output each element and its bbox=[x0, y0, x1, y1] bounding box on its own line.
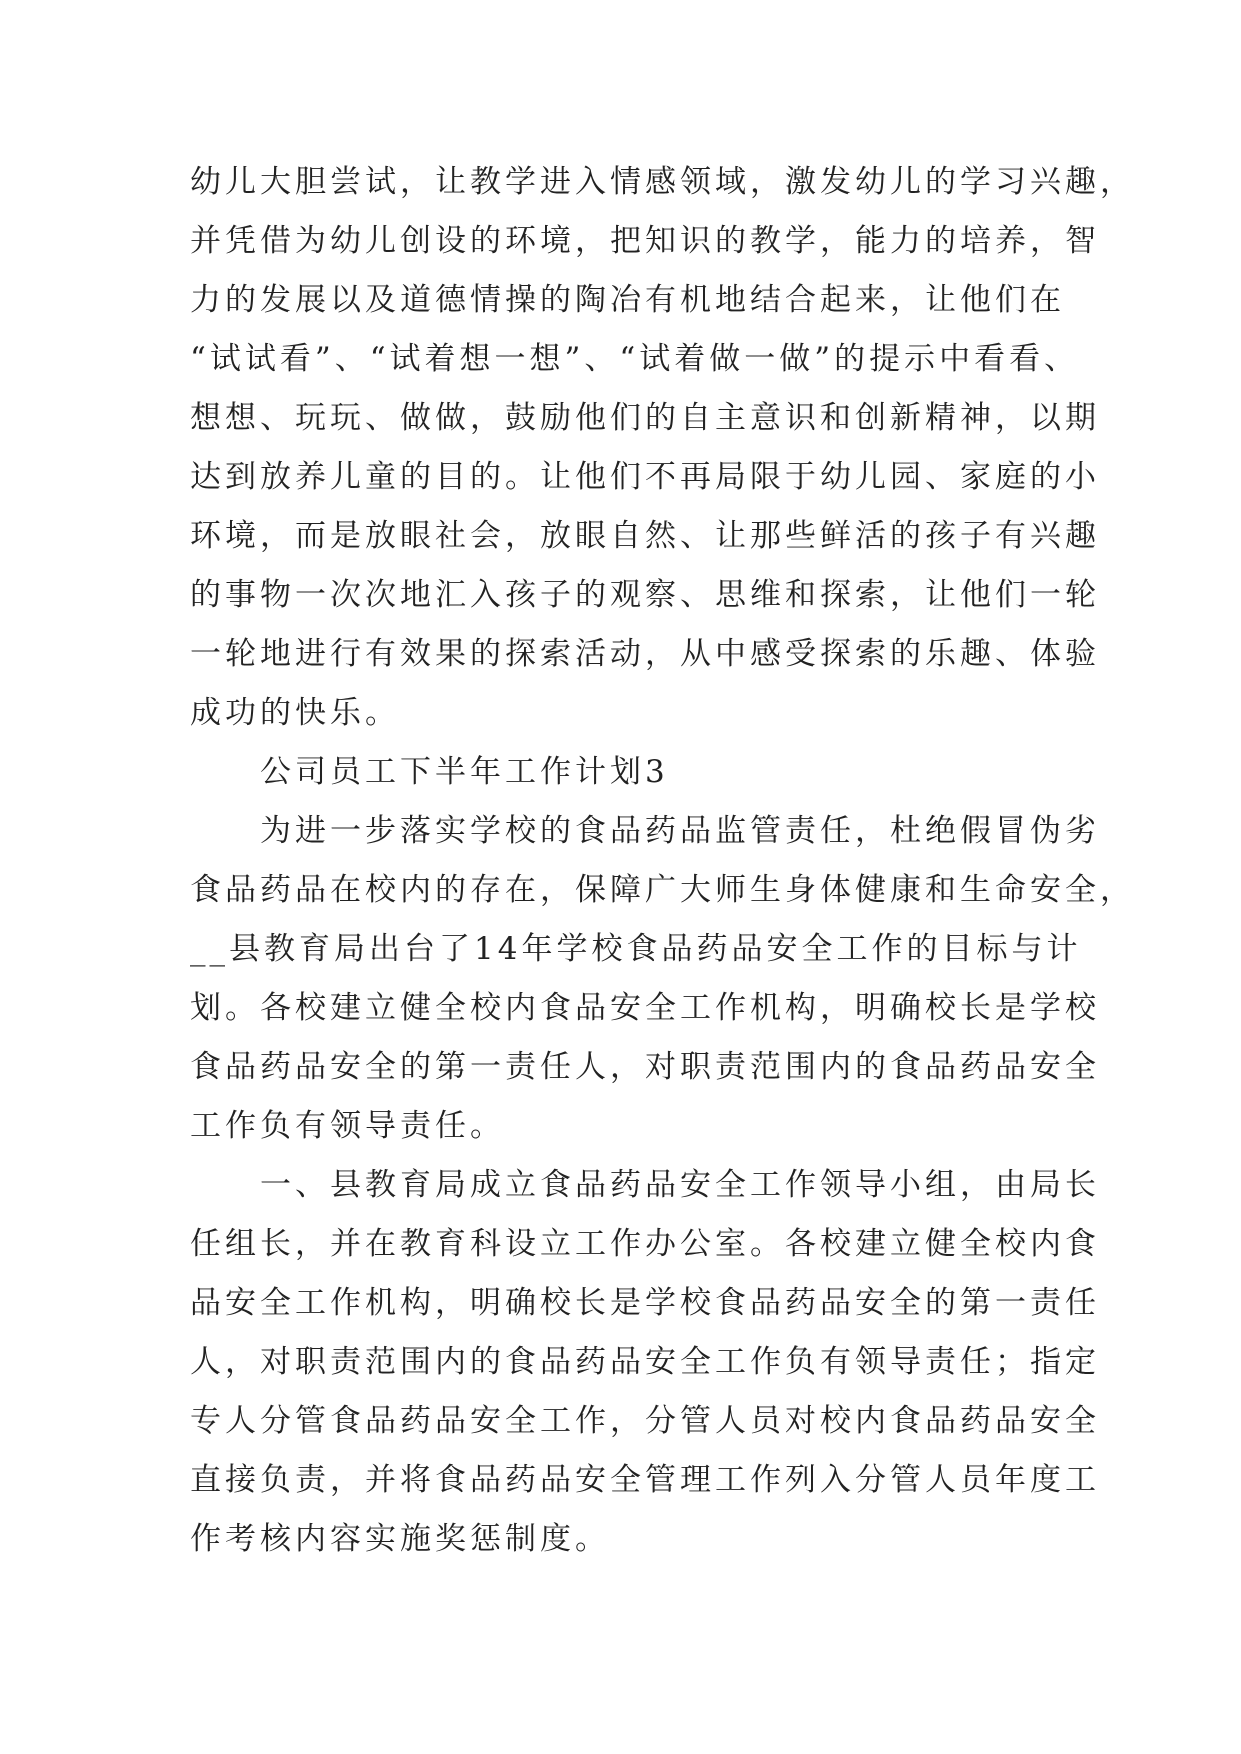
text-line: 一、县教育局成立食品药品安全工作领导小组，由局长 bbox=[260, 1167, 1100, 1203]
text-line: 专人分管食品药品安全工作，分管人员对校内食品药品安全 bbox=[190, 1403, 1100, 1439]
text-line: 食品药品在校内的存在，保障广大师生身体健康和生命安全， bbox=[190, 872, 1135, 908]
text-line: 品安全工作机构，明确校长是学校食品药品安全的第一责任 bbox=[190, 1285, 1100, 1321]
text-line: 人，对职责范围内的食品药品安全工作负有领导责任；指定 bbox=[190, 1344, 1100, 1380]
document-body bbox=[190, 153, 1135, 1569]
text-line: 一轮地进行有效果的探索活动，从中感受探索的乐趣、体验 bbox=[190, 636, 1100, 672]
text-line: __县教育局出台了14年学校食品药品安全工作的目标与计 bbox=[190, 931, 1082, 967]
text-line: 力的发展以及道德情操的陶冶有机地结合起来，让他们在 bbox=[190, 282, 1065, 318]
text-line: 为进一步落实学校的食品药品监管责任，杜绝假冒伪劣 bbox=[260, 813, 1100, 849]
text-line: 食品药品安全的第一责任人，对职责范围内的食品药品安全 bbox=[190, 1049, 1100, 1085]
text-line: 任组长，并在教育科设立工作办公室。各校建立健全校内食 bbox=[190, 1226, 1100, 1262]
text-line: 并凭借为幼儿创设的环境，把知识的教学，能力的培养，智 bbox=[190, 223, 1100, 259]
text-line: 成功的快乐。 bbox=[190, 695, 400, 731]
text-line: 幼儿大胆尝试，让教学进入情感领域，激发幼儿的学习兴趣， bbox=[190, 164, 1135, 200]
text-line: 的事物一次次地汇入孩子的观察、思维和探索，让他们一轮 bbox=[190, 577, 1100, 613]
text-line: “试试看”、“试着想一想”、“试着做一做”的提示中看看、 bbox=[190, 341, 1080, 377]
text-line: 达到放养儿童的目的。让他们不再局限于幼儿园、家庭的小 bbox=[190, 459, 1100, 495]
text-line: 划。各校建立健全校内食品安全工作机构，明确校长是学校 bbox=[190, 990, 1100, 1026]
section-heading: 公司员工下半年工作计划3 bbox=[260, 754, 669, 790]
text-line: 作考核内容实施奖惩制度。 bbox=[190, 1521, 610, 1557]
text-line: 环境，而是放眼社会，放眼自然、让那些鲜活的孩子有兴趣 bbox=[190, 518, 1100, 554]
text-line: 想想、玩玩、做做，鼓励他们的自主意识和创新精神，以期 bbox=[190, 400, 1100, 436]
text-line: 工作负有领导责任。 bbox=[190, 1108, 505, 1144]
text-line: 直接负责，并将食品药品安全管理工作列入分管人员年度工 bbox=[190, 1462, 1100, 1498]
